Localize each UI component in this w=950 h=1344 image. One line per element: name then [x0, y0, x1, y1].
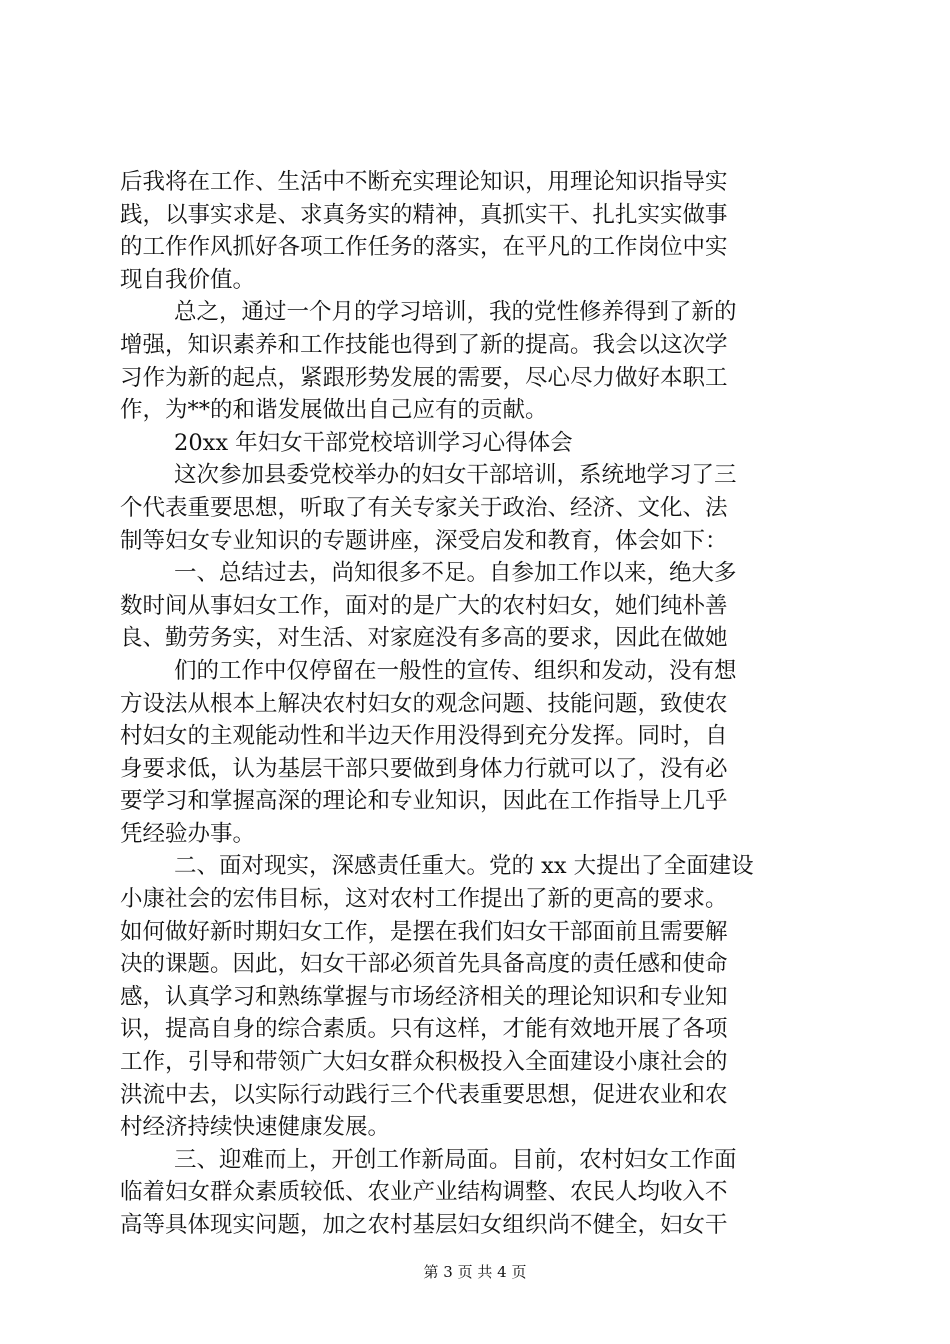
text-line: 村经济持续快速健康发展。 — [120, 1114, 391, 1141]
text-line: 高等具体现实问题，加之农村基层妇女组织尚不健全，妇女干 — [120, 1212, 728, 1238]
page-number-footer: 第 3 页 共 4 页 — [423, 1263, 527, 1281]
text-line: 习作为新的起点，紧跟形势发展的需要，尽心尽力做好本职工 — [120, 364, 728, 391]
text-line: 20xx 年妇女干部党校培训学习心得体会 — [174, 429, 573, 456]
text-line: 一、总结过去，尚知很多不足。自参加工作以来，绝大多 — [174, 560, 737, 587]
text-line: 洪流中去，以实际行动践行三个代表重要思想，促进农业和农 — [120, 1081, 728, 1108]
text-line: 小康社会的宏伟目标，这对农村工作提出了新的更高的要求。 — [120, 886, 728, 913]
text-line: 村妇女的主观能动性和半边天作用没得到充分发挥。同时，自 — [120, 723, 728, 750]
text-line: 身要求低，认为基层干部只要做到身体力行就可以了，没有必 — [120, 755, 728, 782]
text-line: 感，认真学习和熟练掌握与市场经济相关的理论知识和专业知 — [120, 983, 728, 1010]
text-line: 现自我价值。 — [120, 266, 256, 293]
text-line: 三、迎难而上，开创工作新局面。目前，农村妇女工作面 — [174, 1146, 737, 1173]
text-line: 数时间从事妇女工作，面对的是广大的农村妇女，她们纯朴善 — [120, 592, 728, 619]
text-line: 践，以事实求是、求真务实的精神，真抓实干、扎扎实实做事 — [120, 201, 728, 228]
text-line: 总之，通过一个月的学习培训，我的党性修养得到了新的 — [174, 299, 737, 326]
text-line: 的工作作风抓好各项工作任务的落实，在平凡的工作岗位中实 — [120, 234, 728, 261]
text-line: 们的工作中仅停留在一般性的宣传、组织和发动，没有想 — [174, 657, 737, 684]
text-line: 制等妇女专业知识的专题讲座，深受启发和教育，体会如下： — [120, 527, 728, 554]
text-line: 后我将在工作、生活中不断充实理论知识，用理论知识指导实 — [120, 169, 728, 195]
text-line: 增强，知识素养和工作技能也得到了新的提高。我会以这次学 — [120, 331, 728, 358]
text-line: 作，为**的和谐发展做出自己应有的贡献。 — [120, 397, 548, 424]
text-line: 方设法从根本上解决农村妇女的观念问题、技能问题，致使农 — [120, 690, 728, 717]
text-line: 决的课题。因此，妇女干部必须首先具备高度的责任感和使命 — [120, 951, 728, 978]
text-line: 良、勤劳务实，对生活、对家庭没有多高的要求，因此在做她 — [120, 625, 728, 652]
text-line: 工作，引导和带领广大妇女群众积极投入全面建设小康社会的 — [120, 1049, 728, 1076]
text-line: 要学习和掌握高深的理论和专业知识，因此在工作指导上几乎 — [120, 788, 728, 815]
text-line: 凭经验办事。 — [120, 820, 256, 847]
text-line: 如何做好新时期妇女工作，是摆在我们妇女干部面前且需要解 — [120, 918, 728, 945]
text-line: 二、面对现实，深感责任重大。党的 xx 大提出了全面建设 — [174, 853, 754, 880]
text-line: 这次参加县委党校举办的妇女干部培训，系统地学习了三 — [174, 462, 737, 489]
text-line: 临着妇女群众素质较低、农业产业结构调整、农民人均收入不 — [120, 1179, 728, 1206]
text-line: 识，提高自身的综合素质。只有这样，才能有效地开展了各项 — [120, 1016, 728, 1043]
document-body — [120, 166, 832, 1242]
text-line: 个代表重要思想，听取了有关专家关于政治、经济、文化、法 — [120, 494, 728, 521]
